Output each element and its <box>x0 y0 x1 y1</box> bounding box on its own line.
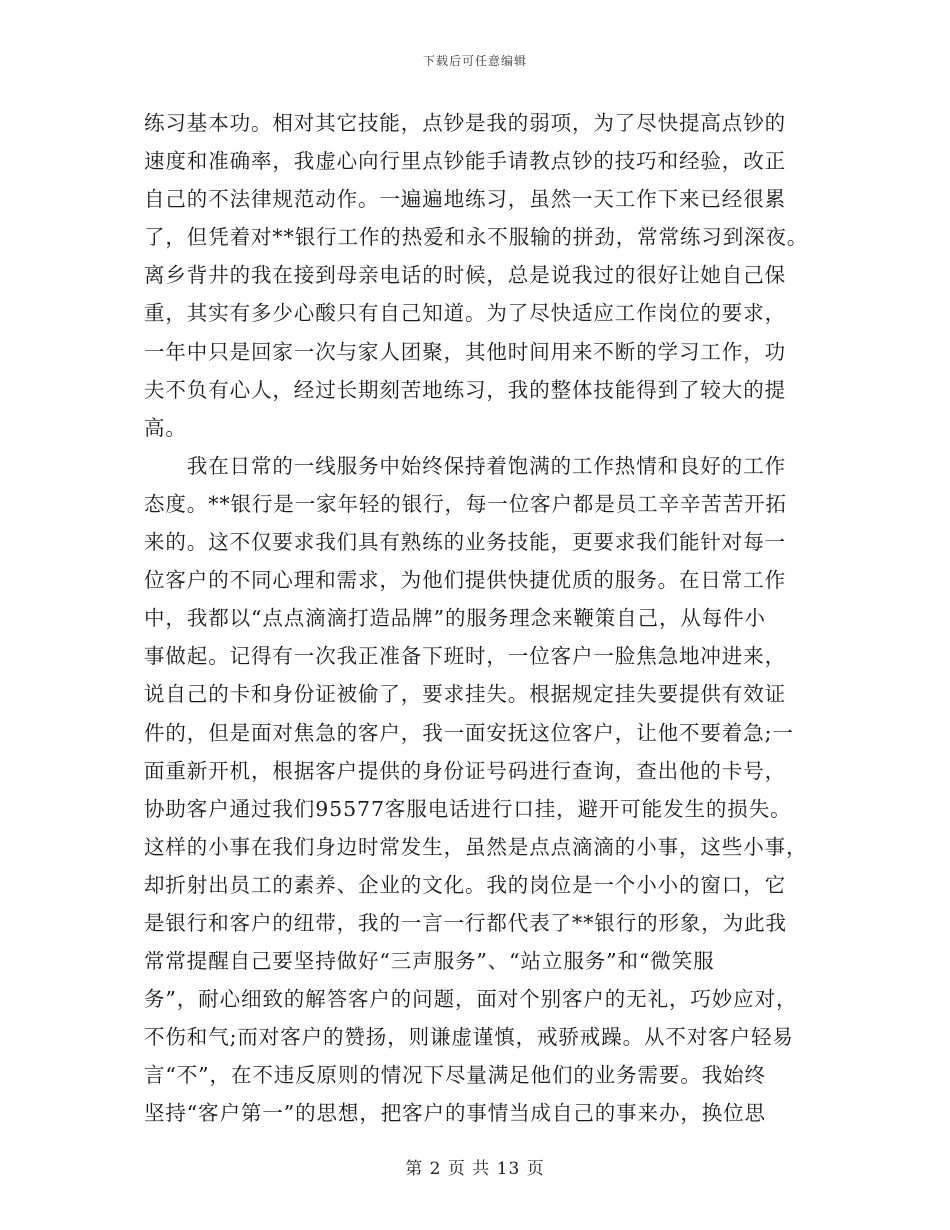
body-line: 不伤和气;而对客户的赞扬，则谦虚谨慎，戒骄戒躁。从不对客户轻易 <box>144 1025 794 1050</box>
body-line: 常常提醒自己要坚持做好“三声服务”、“站立服务”和“微笑服 <box>144 949 715 974</box>
body-line: 面重新开机，根据客户提供的身份证号码进行查询，查出他的卡号， <box>144 758 786 783</box>
body-line: 一年中只是回家一次与家人团聚，其他时间用来不断的学习工作，功 <box>144 339 786 364</box>
body-line: 速度和准确率，我虚心向行里点钞能手请教点钞的技巧和经验，改正 <box>144 149 786 174</box>
page-number-footer: 第 2 页 共 13 页 <box>405 1159 545 1179</box>
body-line: 中，我都以“点点滴滴打造品牌”的服务理念来鞭策自己，从每件小 <box>144 606 766 631</box>
page-header-note: 下载后可任意编辑 <box>422 54 527 68</box>
body-line: 高。 <box>144 415 187 440</box>
body-line: 来的。这不仅要求我们具有熟练的业务技能，更要求我们能针对每一 <box>144 530 786 555</box>
body-line: 了，但凭着对**银行工作的热爱和永不服输的拼劲，常常练习到深夜。 <box>144 225 809 250</box>
body-line: 件的，但是面对焦急的客户，我一面安抚这位客户，让他不要着急;一 <box>144 720 794 745</box>
body-line: 言“不”，在不违反原则的情况下尽量满足他们的业务需要。我始终 <box>144 1063 766 1088</box>
body-line: 自己的不法律规范动作。一遍遍地练习，虽然一天工作下来已经很累 <box>144 187 786 212</box>
body-line: 事做起。记得有一次我正准备下班时，一位客户一脸焦急地冲进来， <box>144 644 786 669</box>
body-line: 这样的小事在我们身边时常发生，虽然是点点滴滴的小事，这些小事， <box>144 834 808 859</box>
body-line: 练习基本功。相对其它技能，点钞是我的弱项，为了尽快提高点钞的 <box>144 111 786 135</box>
body-line: 位客户的不同心理和需求，为他们提供快捷优质的服务。在日常工作 <box>144 568 786 593</box>
body-line: 离乡背井的我在接到母亲电话的时候，总是说我过的很好让她自己保 <box>144 263 786 288</box>
body-line: 态度。**银行是一家年轻的银行，每一位客户都是员工辛辛苦苦开拓 <box>144 491 787 516</box>
body-line: 务”，耐心细致的解答客户的问题，面对个别客户的无礼，巧妙应对， <box>144 987 798 1012</box>
body-line: 我在日常的一线服务中始终保持着饱满的工作热情和良好的工作 <box>144 453 786 478</box>
body-line: 坚持“客户第一”的思想，把客户的事情当成自己的事来办，换位思 <box>144 1101 766 1126</box>
body-line: 说自己的卡和身份证被偷了，要求挂失。根据规定挂失要提供有效证 <box>144 682 786 707</box>
body-line: 协助客户通过我们95577客服电话进行口挂，避开可能发生的损失。 <box>144 796 792 821</box>
body-line: 夫不负有心人，经过长期刻苦地练习，我的整体技能得到了较大的提 <box>144 377 786 402</box>
document-body <box>144 104 809 1133</box>
body-line: 重，其实有多少心酸只有自己知道。为了尽快适应工作岗位的要求， <box>144 301 786 326</box>
body-line: 却折射出员工的素养、企业的文化。我的岗位是一个小小的窗口，它 <box>144 872 786 897</box>
body-line: 是银行和客户的纽带，我的一言一行都代表了**银行的形象，为此我 <box>144 910 787 935</box>
